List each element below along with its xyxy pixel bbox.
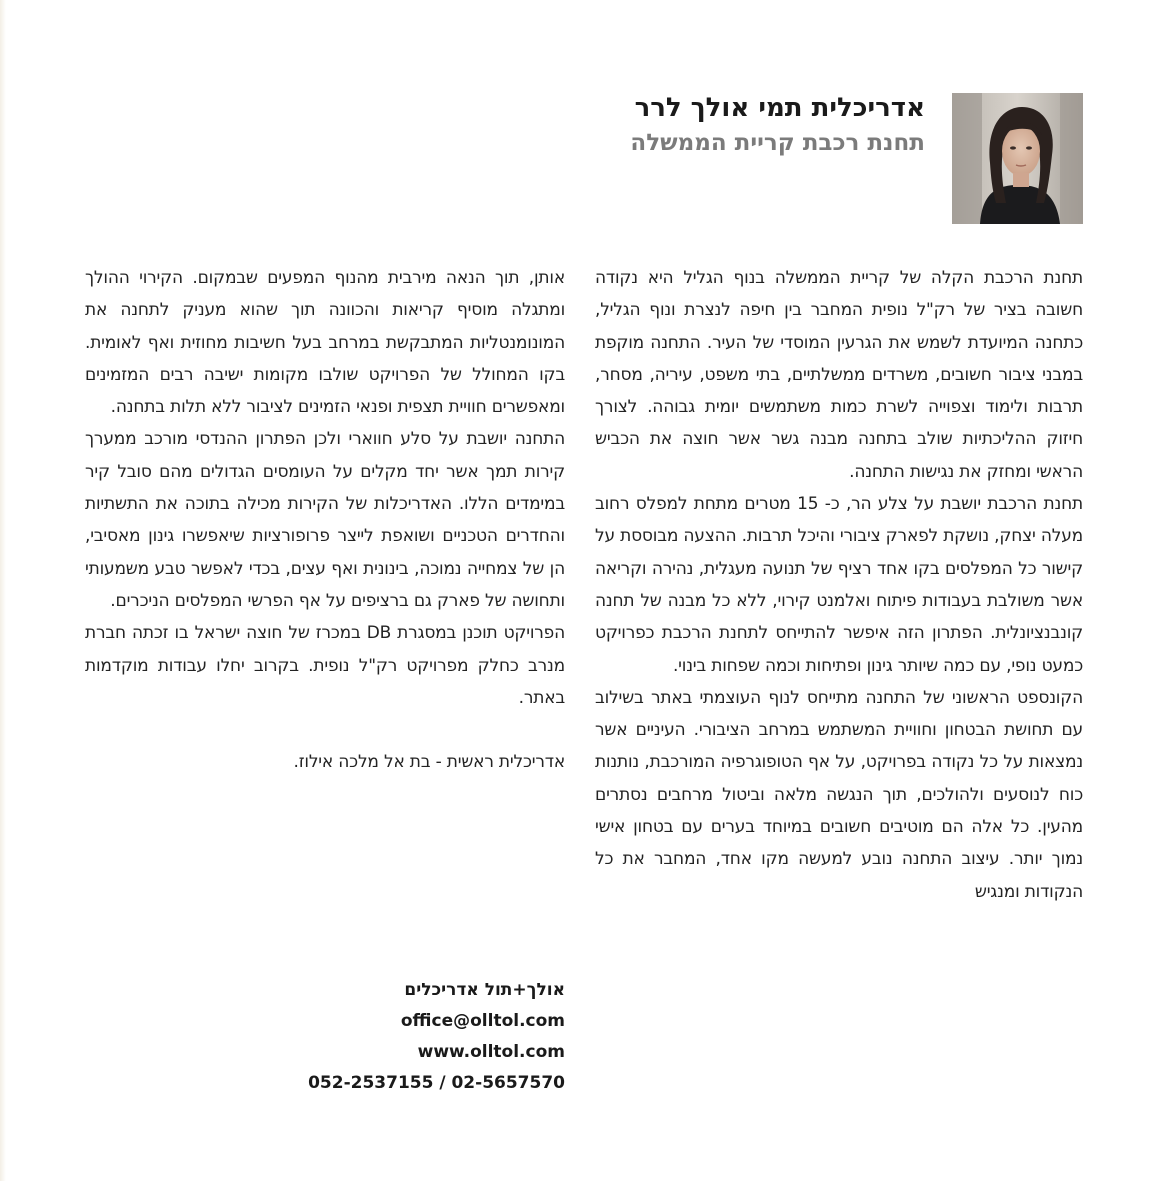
- article-column-left: [85, 262, 565, 778]
- body-paragraph: אותן, תוך הנאה מירבית מהנוף המפעים שבמקום. הקירוי ההולך ומתגלה מוסיף קריאות והכוונה תוך שהוא מעניק לתחנה את המונומנטליות המתבקשת במרחב בעל חשיבות מחוזית ואף לאומית. בקו המחולל של הפרויקט שולבו מקומות ישיבה רבים המזמינים ומאפשרים חוויית תצפית ופנאי הזמינים לציבור ללא תלות בתחנה.: [85, 268, 565, 418]
- body-paragraph: הפרויקט תוכנן במסגרת DB במכרז של חוצה ישראל בו זכתה חברת מנרב כחלק מפרויקט רק"ל נופית. בקרוב יחלו עבודות מוקדמות באתר.: [85, 623, 566, 708]
- body-paragraph: תחנת הרכבת הקלה של קריית הממשלה בנוף הגליל היא נקודה חשובה בציר של רק"ל נופית המחבר בין חיפה לנצרת ונוף הגליל, כתחנה המיועדת לשמש את הגרעין המוסדי של העיר. התחנה מוקפת במבני ציבור חשובים, משרדים ממשלתיים, בתי משפט, עיריה, מסחר, תרבות ולימוד וצפוייה לשרת כמות משתמשים יומית גבוהה. לצורך חיזוק ההליכתיות שולב בתחנה מבנה גשר אשר חוצה את הכביש הראשי ומחזק את נגישות התחנה.: [595, 268, 1083, 482]
- author-name: אדריכלית תמי אולך לרר: [634, 93, 925, 123]
- body-paragraph: תחנת הרכבת יושבת על צלע הר, כ- 15 מטרים מתחת למפלס רחוב מעלה יצחק, נושקת לפארק ציבורי והיכל תרבות. ההצעה מבוססת על קישור כל המפלסים בקו אחד רציף של תנועה מעגלית, נהירה וקריאה אשר משולבת בעבודות פיתוח ואלמנט קירוי, ללא כל מבנה של תחנה קונבנציונלית. הפתרון הזה איפשר להתייחס לתחנת הרכבת כפרויקט כמעט נופי, עם כמה שיותר גינון ופתיחות וכמה שפחות בינוי.: [595, 494, 1083, 676]
- body-paragraph: הקונספט הראשוני של התחנה מתייחס לנוף העוצמתי באתר בשילוב עם תחושת הבטחון וחוויית המשתמש במרחב הציבורי. העיניים אשר נמצאות על כל נקודה בפרויקט, על אף הטופוגרפיה המורכבת, נותנות כוח לנוסעים ולהולכים, תוך הנגשה מלאה וביטול מרחבים נסתרים מהעין. כל אלה הם מוטיבים חשובים במיוחד בערים עם בטחון אישי נמוך יותר. עיצוב התחנה נובע למעשה מקו אחד, המחבר את כל הנקודות ומנגיש: [595, 687, 1083, 902]
- chief-architect-credit: אדריכלית ראשית - בת אל מלכה אילוז.: [293, 752, 565, 773]
- page-edge: [0, 0, 6, 1181]
- contact-block: [290, 975, 565, 1099]
- paragraph-spacer: [85, 714, 565, 746]
- project-title: תחנת רכבת קריית הממשלה: [630, 130, 925, 156]
- body-paragraph: התחנה יושבת על סלע חווארי ולכן הפתרון ההנדסי מורכב ממערך קירות תמך אשר יחד מקלים על העומסים הגדולים מהם סובל קיר במימדים הללו. האדריכלות של הקירות מכילה בתוכה את התשתיות והחדרים הטכניים ושואפת לייצר פרופורציות שיאפשרו גינון מאסיבי, הן של צמחייה נמוכה, בינונית ואף עצים, בכדי לאפשר טבע משמעותי ותחושה של פארק גם ברציפים על אף הפרשי המפלסים הניכרים.: [85, 429, 565, 611]
- email-link[interactable]: office@olltol.com: [400, 1011, 565, 1031]
- phone-numbers: 052-2537155 / 02-5657570: [308, 1073, 565, 1093]
- article-column-right: [595, 262, 1083, 908]
- firm-name: אולך+תול אדריכלים: [404, 980, 565, 1000]
- portrait-photo-icon: [952, 93, 1083, 224]
- website-link[interactable]: www.olltol.com: [417, 1042, 565, 1062]
- article-header: [325, 90, 925, 158]
- author-portrait: [952, 93, 1083, 224]
